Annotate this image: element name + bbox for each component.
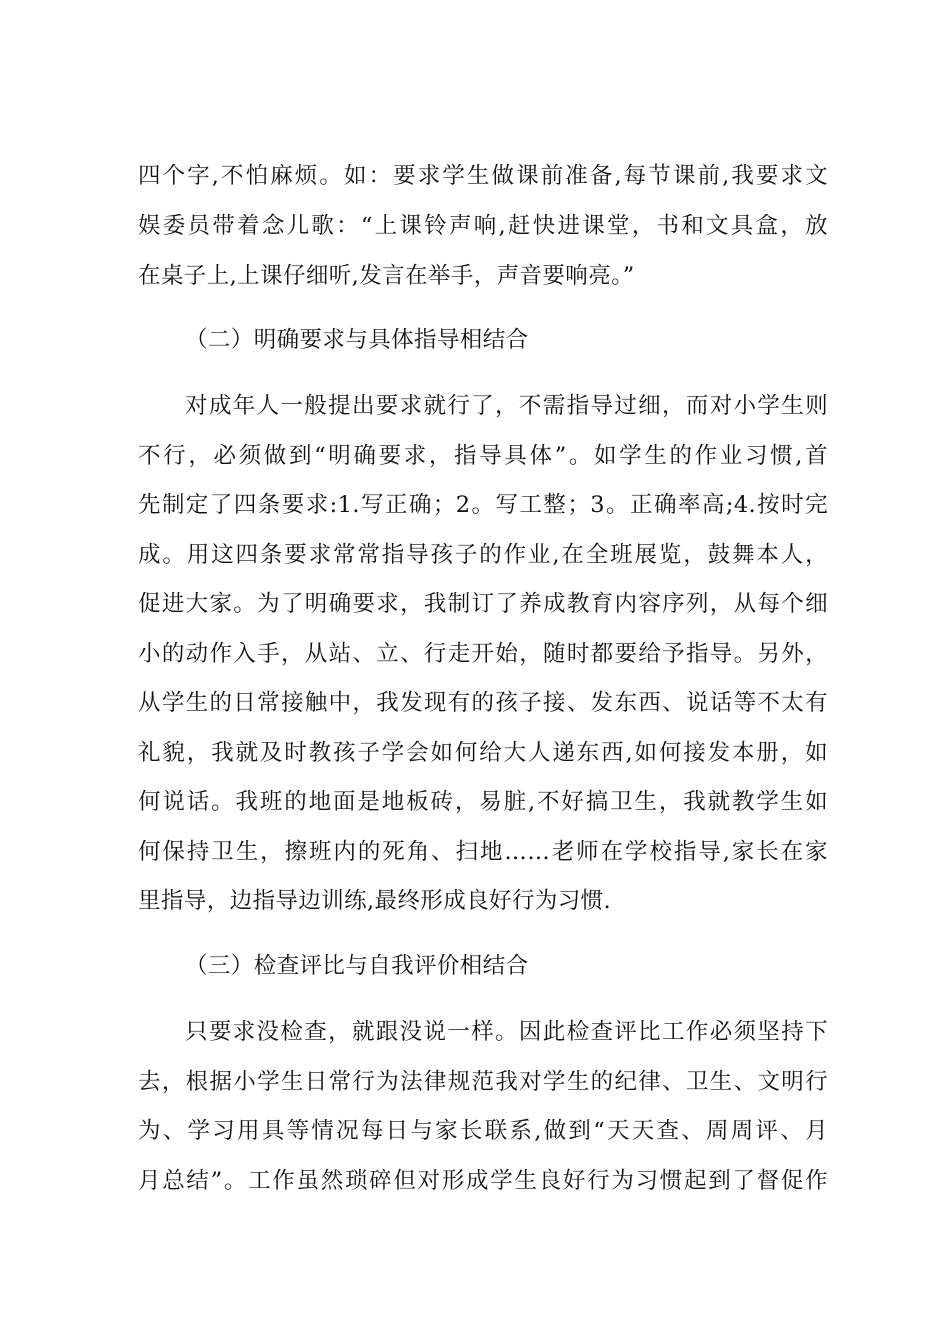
text-line: 月总结”。工作虽然琐碎但对形成学生良好行为习惯起到了督促作	[138, 1168, 828, 1194]
text-line: 去，根据小学生日常行为法律规范我对学生的纪律、卫生、文明行	[138, 1069, 828, 1095]
text-line: 何保持卫生，擦班内的死角、扫地……老师在学校指导,家长在家	[138, 839, 828, 865]
text-line: 促进大家。为了明确要求，我制订了养成教育内容序列，从每个细	[138, 591, 828, 617]
text-line: 只要求没检查，就跟没说一样。因此检查评比工作必须坚持下	[185, 1019, 828, 1045]
text-line: 何说话。我班的地面是地板砖，易脏,不好搞卫生，我就教学生如	[138, 789, 828, 815]
text-line: 娱委员带着念儿歌：“上课铃声响,赶快进课堂，书和文具盒，放	[138, 213, 828, 239]
text-line: 礼貌，我就及时教孩子学会如何给大人递东西,如何接发本册，如	[138, 740, 828, 766]
text-line: 从学生的日常接触中，我发现有的孩子接、发东西、说话等不太有	[138, 690, 828, 716]
section-heading-3: （三）检查评比与自我评价相结合	[185, 953, 529, 979]
text-line: 为、学习用具等情况每日与家长联系,做到“天天查、周周评、月	[138, 1118, 828, 1144]
text-line: 不行，必须做到“明确要求，指导具体”。如学生的作业习惯,首	[138, 443, 828, 469]
text-line: 成。用这四条要求常常指导孩子的作业,在全班展览，鼓舞本人，	[138, 542, 828, 568]
text-line: 四个字,不怕麻烦。如：要求学生做课前准备,每节课前,我要求文	[138, 163, 828, 189]
text-line: 里指导，边指导边训练,最终形成良好行为习惯.	[138, 888, 612, 914]
text-line: 先制定了四条要求:1.写正确；2。写工整；3。正确率高;4.按时完	[138, 492, 828, 518]
section-heading-2: （二）明确要求与具体指导相结合	[185, 327, 529, 353]
text-line: 对成年人一般提出要求就行了，不需指导过细，而对小学生则	[185, 393, 828, 419]
text-line: 小的动作入手，从站、立、行走开始，随时都要给予指导。另外，	[138, 641, 828, 667]
text-line: 在桌子上,上课仔细听,发言在举手，声音要响亮。”	[138, 263, 635, 289]
